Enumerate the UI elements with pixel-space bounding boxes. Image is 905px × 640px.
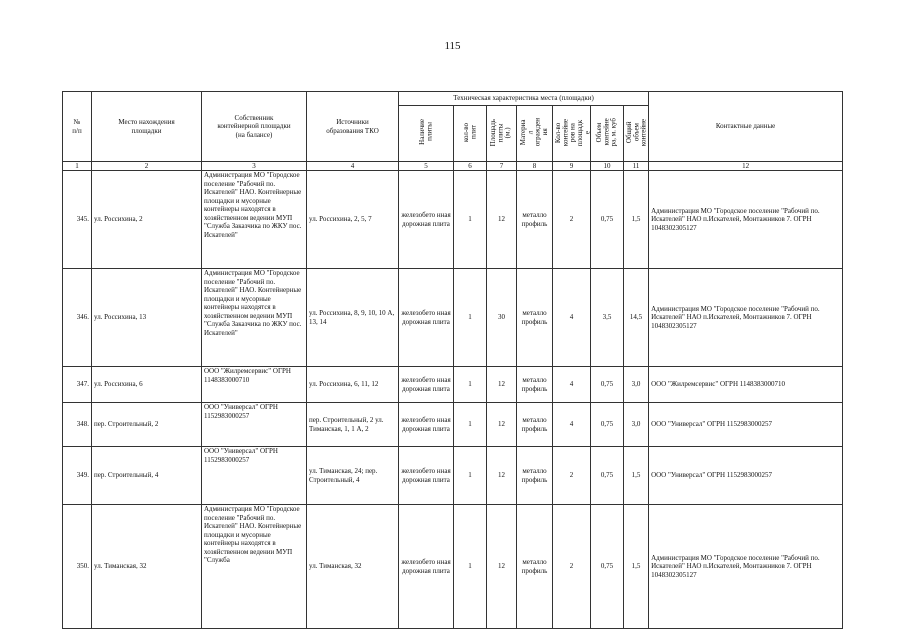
page-number: 115 — [444, 40, 461, 52]
fence-material-cell: металло профиль — [517, 171, 553, 269]
plates-count-cell: 1 — [454, 269, 487, 367]
header-plates-presence: Наличие плиты — [399, 106, 454, 162]
sources-cell: ул. Тиманская, 32 — [307, 505, 399, 629]
total-volume-cell: 1,5 — [624, 171, 649, 269]
owner-text: ООО "Жилремсервис" ОГРН 1148383000710 — [204, 367, 291, 384]
plates-cell: железобето нная дорожная плита — [399, 505, 454, 629]
column-number-cell: 9 — [553, 162, 591, 171]
location-cell: ул. Тиманская, 32 — [92, 505, 202, 629]
plate-area-cell: 12 — [487, 447, 517, 505]
container-sites-table — [62, 91, 843, 629]
plate-area-cell: 12 — [487, 171, 517, 269]
owner-cell — [202, 171, 307, 269]
row-number: 350. — [63, 505, 92, 629]
column-number-cell: 8 — [517, 162, 553, 171]
sources-cell: ул. Россихина, 8, 9, 10, 10 А, 13, 14 — [307, 269, 399, 367]
location-cell: пер. Строительный, 4 — [92, 447, 202, 505]
plates-count-cell: 1 — [454, 171, 487, 269]
owner-text: ООО "Универсал" ОГРН 1152983000257 — [204, 447, 278, 464]
contacts-cell: ООО "Жилремсервис" ОГРН 1148383000710 — [649, 367, 843, 403]
fence-material-cell: металло профиль — [517, 367, 553, 403]
total-volume-cell: 3,0 — [624, 403, 649, 447]
header-container-volume: Объем контейне ра, м. куб — [591, 106, 624, 162]
location-cell: ул. Россихина, 6 — [92, 367, 202, 403]
fence-material-cell: металло профиль — [517, 505, 553, 629]
owner-cell — [202, 403, 307, 447]
sources-cell: ул. Россихина, 2, 5, 7 — [307, 171, 399, 269]
plates-count-cell: 1 — [454, 505, 487, 629]
header-plates-count: кол-во плит — [454, 106, 487, 162]
sources-cell: ул. Тиманская, 24; пер. Строительный, 4 — [307, 447, 399, 505]
owner-text: Администрация МО "Городское поселение "Рабочий по. Искателей" НАО. Контейнерные площадки и мусорные контейнеры находятся в хозяйственном ведении МУП "Служба Заказчика по ЖКУ пос. Искателей" — [204, 171, 302, 239]
owner-text: ООО "Универсал" ОГРН 1152983000257 — [204, 403, 278, 420]
row-number: 345. — [63, 171, 92, 269]
header-contacts: Контактные данные — [649, 92, 843, 162]
column-number-cell: 6 — [454, 162, 487, 171]
plate-area-cell: 12 — [487, 403, 517, 447]
header-location: Место нахождения площадки — [92, 92, 202, 162]
table-row — [63, 447, 843, 505]
fence-material-cell: металло профиль — [517, 403, 553, 447]
table-row — [63, 171, 843, 269]
table-row — [63, 403, 843, 447]
column-number-cell: 4 — [307, 162, 399, 171]
container-volume-cell: 0,75 — [591, 367, 624, 403]
plate-area-cell: 12 — [487, 505, 517, 629]
container-volume-cell: 0,75 — [591, 171, 624, 269]
containers-count-cell: 2 — [553, 505, 591, 629]
plates-count-cell: 1 — [454, 367, 487, 403]
containers-count-cell: 2 — [553, 447, 591, 505]
location-cell: ул. Россихина, 2 — [92, 171, 202, 269]
owner-cell — [202, 505, 307, 629]
sources-cell: пер. Строительный, 2 ул. Тиманская, 1, 1 А, 2 — [307, 403, 399, 447]
plates-count-cell: 1 — [454, 403, 487, 447]
sources-cell: ул. Россихина, 6, 11, 12 — [307, 367, 399, 403]
header-total-volume: Общий объем контейне — [624, 106, 649, 162]
header-tech-group: Техническая характеристика места (площадки) — [399, 92, 649, 106]
column-number-cell: 1 — [63, 162, 92, 171]
row-number: 348. — [63, 403, 92, 447]
container-volume-cell: 0,75 — [591, 403, 624, 447]
containers-count-cell: 4 — [553, 269, 591, 367]
contacts-cell: ООО "Универсал" ОГРН 1152983000257 — [649, 403, 843, 447]
plates-cell: железобето нная дорожная плита — [399, 367, 454, 403]
container-volume-cell: 3,5 — [591, 269, 624, 367]
total-volume-cell: 1,5 — [624, 505, 649, 629]
row-number: 349. — [63, 447, 92, 505]
header-number: № п/п — [63, 92, 92, 162]
contacts-cell: Администрация МО "Городское поселение "Рабочий по. Искателей" НАО п.Искателей, Монтажников 7. ОГРН 1048302305127 — [649, 505, 843, 629]
header-containers-count: Кол-во контейне ров на площадк е — [553, 106, 591, 162]
header-sources: Источники образования ТКО — [307, 92, 399, 162]
plates-cell: железобето нная дорожная плита — [399, 403, 454, 447]
table-row — [63, 269, 843, 367]
column-number-cell: 3 — [202, 162, 307, 171]
containers-count-cell: 4 — [553, 367, 591, 403]
owner-text: Администрация МО "Городское поселение "Рабочий по. Искателей" НАО. Контейнерные площадки и мусорные контейнеры находятся в хозяйственном ведении МУП "Служба — [204, 505, 302, 565]
contacts-cell: ООО "Универсал" ОГРН 1152983000257 — [649, 447, 843, 505]
column-number-cell: 7 — [487, 162, 517, 171]
owner-cell — [202, 447, 307, 505]
contacts-cell: Администрация МО "Городское поселение "Рабочий по. Искателей" НАО п.Искателей, Монтажников 7. ОГРН 1048302305127 — [649, 269, 843, 367]
plates-cell: железобето нная дорожная плита — [399, 447, 454, 505]
plates-cell: железобето нная дорожная плита — [399, 171, 454, 269]
table-body — [63, 171, 843, 629]
table-row — [63, 505, 843, 629]
row-number: 347. — [63, 367, 92, 403]
header-plate-area: Площадь плиты (м.) — [487, 106, 517, 162]
location-cell: ул. Россихина, 13 — [92, 269, 202, 367]
containers-count-cell: 2 — [553, 171, 591, 269]
owner-cell — [202, 269, 307, 367]
location-cell: пер. Строительный, 2 — [92, 403, 202, 447]
total-volume-cell: 3,0 — [624, 367, 649, 403]
contacts-cell: Администрация МО "Городское поселение "Рабочий по. Искателей" НАО п.Искателей, Монтажников 7. ОГРН 1048302305127 — [649, 171, 843, 269]
owner-text: Администрация МО "Городское поселение "Рабочий по. Искателей" НАО. Контейнерные площадки и мусорные контейнеры находятся в хозяйственном ведении МУП "Служба Заказчика по ЖКУ пос. Искателей" — [204, 269, 302, 337]
header-fence-material: Материа л огражден ия — [517, 106, 553, 162]
fence-material-cell: металло профиль — [517, 447, 553, 505]
total-volume-cell: 1,5 — [624, 447, 649, 505]
column-number-cell: 5 — [399, 162, 454, 171]
fence-material-cell: металло профиль — [517, 269, 553, 367]
total-volume-cell: 14,5 — [624, 269, 649, 367]
plate-area-cell: 12 — [487, 367, 517, 403]
plates-cell: железобето нная дорожная плита — [399, 269, 454, 367]
table-row — [63, 367, 843, 403]
column-number-cell: 11 — [624, 162, 649, 171]
container-volume-cell: 0,75 — [591, 447, 624, 505]
container-volume-cell: 0,75 — [591, 505, 624, 629]
column-number-row — [63, 162, 843, 171]
row-number: 346. — [63, 269, 92, 367]
owner-cell — [202, 367, 307, 403]
header-owner: Собственник контейнерной площадки (на балансе) — [202, 92, 307, 162]
plates-count-cell: 1 — [454, 447, 487, 505]
column-number-cell: 2 — [92, 162, 202, 171]
plate-area-cell: 30 — [487, 269, 517, 367]
containers-count-cell: 4 — [553, 403, 591, 447]
column-number-cell: 12 — [649, 162, 843, 171]
page-bottom-edge — [0, 634, 905, 640]
column-number-cell: 10 — [591, 162, 624, 171]
